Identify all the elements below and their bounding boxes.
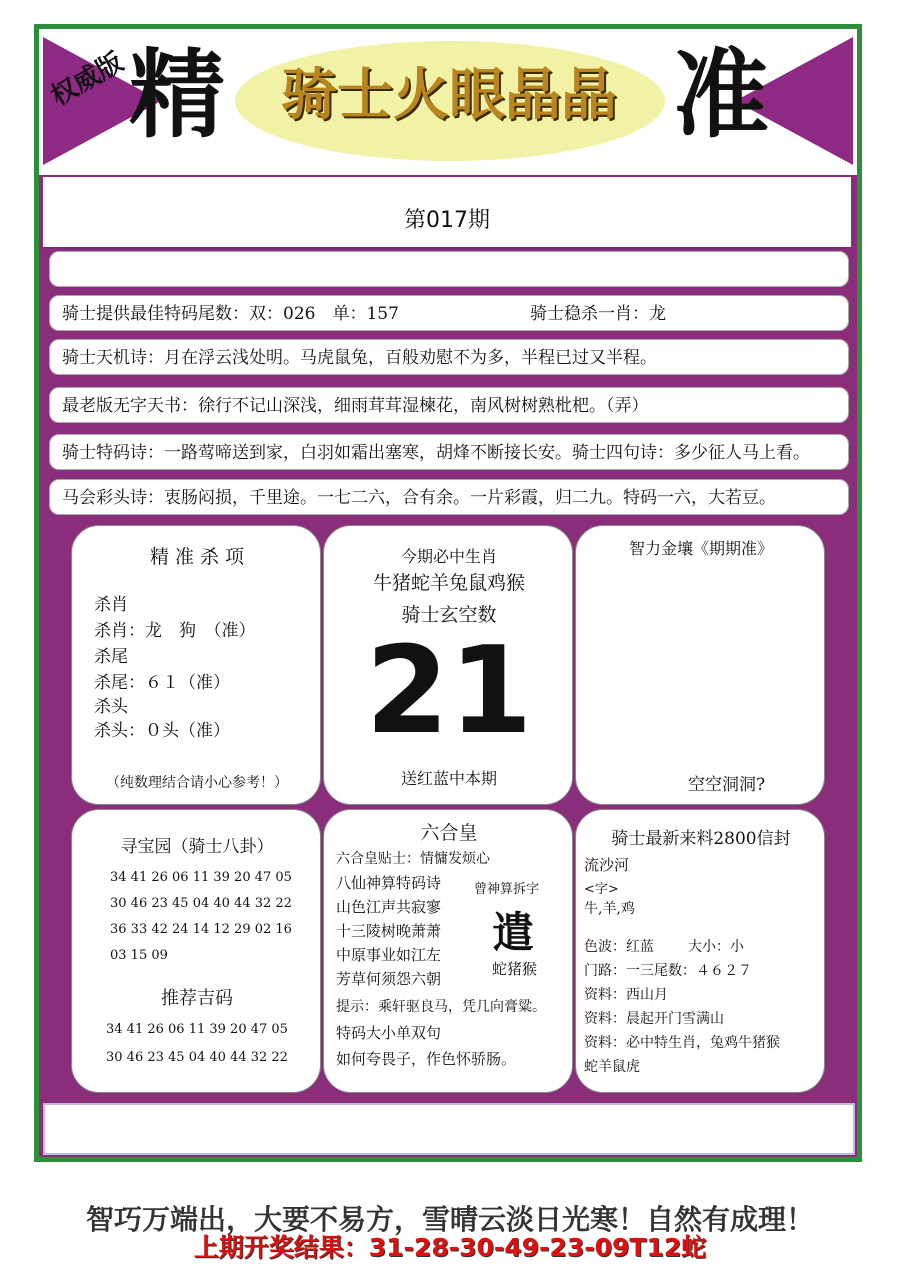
- treasure-line: 34 41 26 06 11 39 20 47 05: [110, 870, 292, 885]
- issue-bar: [43, 177, 851, 249]
- treasure-box: [71, 809, 321, 1093]
- center-box: [323, 525, 573, 805]
- authority-label: 权威版: [45, 47, 129, 113]
- sd-line: 如何夸畏子，作色怀骄肠。: [336, 1050, 517, 1068]
- poster-frame: [34, 24, 862, 1162]
- latest-size: 大小：小: [688, 939, 744, 955]
- center-title: 今期必中生肖: [400, 547, 497, 566]
- kill-box: [71, 525, 321, 805]
- poem-line: 芳草何须怨六朝: [336, 970, 442, 988]
- poem-line: 十三陵树晚萧萧: [336, 922, 442, 940]
- latest-color: 色波：红蓝: [584, 939, 654, 955]
- row-poem-tianji: 骑士天机诗：月在浮云浅处明。马虎鼠兔，百般劝慰不为多，半程已过又半程。: [49, 339, 849, 375]
- brand-title: 骑士火眼晶晶: [281, 62, 617, 128]
- big-char: 遣: [492, 908, 535, 957]
- treasure-line: 36 33 42 24 14 12 29 02 16: [110, 922, 292, 937]
- latest-tail: 门路：一三尾数：４６２７: [584, 963, 752, 979]
- kill-note: （纯数理结合请小心参考！）: [106, 775, 288, 791]
- treasure-line: 30 46 23 45 04 40 44 32 22: [110, 896, 292, 911]
- latest-material: 资料：必中特生肖，兔鸡牛猪猴: [584, 1035, 780, 1051]
- recommend-line: 30 46 23 45 04 40 44 32 22: [106, 1050, 288, 1065]
- kill-line: 杀肖: [94, 595, 128, 615]
- wisdom-box: [575, 525, 825, 805]
- bottom-bar: [43, 1103, 855, 1155]
- latest-material: 蛇羊鼠虎: [584, 1059, 640, 1075]
- mystery-number: 21: [365, 622, 533, 761]
- center-subtitle: 骑士玄空数: [401, 604, 497, 626]
- latest-zi: <字>: [584, 882, 619, 897]
- kill-line: 杀头: [94, 697, 128, 717]
- center-zodiacs: 牛猪蛇羊兔鼠鸡猴: [372, 572, 525, 594]
- big-char-right: 准: [673, 38, 769, 151]
- latest-zodiac: 牛,羊,鸡: [584, 901, 635, 917]
- header: [39, 29, 857, 175]
- liuhe-box: [323, 809, 573, 1093]
- treasure-title: 寻宝园（骑士八卦）: [120, 837, 274, 857]
- row-wordless-book: 最老版无字天书：徐行不记山深浅，细雨茸茸湿楝花，南风树树熟枇杷。（弄）: [49, 387, 849, 423]
- latest-box: [575, 809, 825, 1093]
- footer-last-result: 上期开奖结果：31-28-30-49-23-09T12蛇: [193, 1233, 707, 1262]
- wisdom-title: 智力金壤《期期准》: [628, 539, 773, 558]
- blank-row: [49, 251, 849, 287]
- liuhe-title: 六合皇: [420, 822, 478, 844]
- recommend-title: 推荐吉码: [161, 988, 233, 1009]
- god-title: 曾神算拆字: [474, 882, 540, 897]
- kill-line: 杀头：０头（准）: [94, 721, 230, 741]
- liuhe-hint: 提示：乘轩驱良马，凭几向膏粱。: [336, 999, 546, 1015]
- latest-place: 流沙河: [584, 856, 630, 874]
- row-jockey-poem: 马会彩头诗：衷肠闷损，千里途。一七二六，合有余。一片彩霞，归二九。特码一六，大若豆。: [49, 479, 849, 515]
- footer-motto: 智巧万端出，大要不易方，雪晴云淡日光寒！自然有成理！: [85, 1203, 814, 1236]
- liuhe-tip: 六合皇贴士：情慵发烦心: [336, 851, 490, 867]
- sd-title: 特码大小单双句: [336, 1024, 442, 1042]
- recommend-line: 34 41 26 06 11 39 20 47 05: [106, 1022, 288, 1037]
- poem-line: 中原事业如江左: [336, 946, 442, 964]
- row-special-tail: [49, 295, 849, 331]
- row-special-poem: 骑士特码诗：一路莺啼送到家，白羽如霜出塞寒，胡烽不断接长安。骑士四句诗：多少征人马上看。: [49, 434, 849, 470]
- issue-number: 第017期: [404, 208, 490, 233]
- poem-line: 山色江声共寂寥: [336, 898, 442, 916]
- kill-title: 精 准 杀 项: [149, 546, 245, 568]
- latest-title: 骑士最新来料2800信封: [611, 829, 791, 849]
- god-zodiac: 蛇猪猴: [492, 960, 538, 978]
- wisdom-footer: 空空洞洞?: [688, 775, 766, 795]
- kill-line: 杀肖：龙 狗 （准）: [94, 621, 256, 641]
- treasure-line: 03 15 09: [110, 948, 168, 963]
- big-char-left: 精: [129, 38, 225, 151]
- kill-line: 杀尾: [94, 647, 128, 667]
- latest-material: 资料：西山月: [584, 987, 668, 1003]
- row-special-tail-right: 骑士稳杀一肖：龙: [530, 304, 666, 324]
- poem-title: 八仙神算特码诗: [336, 874, 442, 892]
- row-special-tail-left: 骑士提供最佳特码尾数：双：026 单：157: [62, 304, 399, 324]
- kill-line: 杀尾：６１（准）: [94, 673, 230, 693]
- latest-material: 资料：晨起开门雪满山: [584, 1011, 724, 1027]
- center-footer: 送红蓝中本期: [400, 769, 497, 788]
